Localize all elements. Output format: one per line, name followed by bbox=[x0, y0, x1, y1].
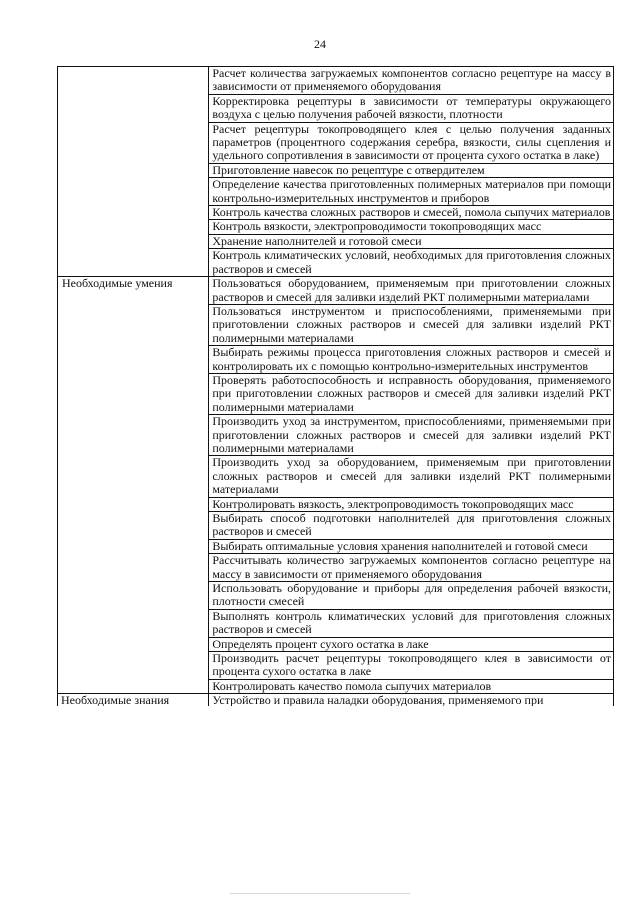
table-cell: Приготовление навесок по рецептуре с отвердителем bbox=[209, 163, 614, 177]
table-cell: Пользоваться инструментом и приспособлениями, применяемыми при приготовлении сложных растворов и смесей для заливки изделий РКТ полимерными материалами bbox=[209, 304, 614, 345]
table-cell: Использовать оборудование и приборы для определения рабочей вязкости, плотности смесей bbox=[209, 582, 614, 610]
table-cell: Устройство и правила наладки оборудования, применяемого при bbox=[209, 694, 614, 707]
table-cell: Выбирать режимы процесса приготовления сложных растворов и смесей и контролировать их с помощью контрольно-измерительных инструментов bbox=[209, 346, 614, 374]
table-cell: Производить уход за оборудованием, применяемым при приготовлении сложных растворов и смесей для заливки изделий РКТ полимерными материалами bbox=[209, 456, 614, 497]
table-cell: Рассчитывать количество загружаемых компонентов согласно рецептуре на массу в зависимости от применяемого оборудования bbox=[209, 554, 614, 582]
skills-section-label: Необходимые умения bbox=[62, 276, 173, 291]
table-cell: Корректировка рецептуры в зависимости от температуры окружающего воздуха с целью получения рабочей вязкости, плотности bbox=[209, 94, 614, 122]
table-cell: Определение качества приготовленных полимерных материалов при помощи контрольно-измерительных инструментов и приборов bbox=[209, 178, 614, 206]
table-cell: Производить расчет рецептуры токопроводящего клея в зависимости от процента сухого остатка в лаке bbox=[209, 652, 614, 680]
table-row bbox=[58, 694, 614, 707]
table-cell: Проверять работоспособность и исправность оборудования, применяемого при приготовлении сложных растворов и смесей для заливки изделий РКТ полимерными материалами bbox=[209, 373, 614, 414]
table-cell: Выбирать оптимальные условия хранения наполнителей и готовой смеси bbox=[209, 539, 614, 553]
table-cell: Выполнять контроль климатических условий для приготовления сложных растворов и смесей bbox=[209, 609, 614, 637]
table-row bbox=[58, 67, 614, 95]
continued-label-cell bbox=[58, 67, 209, 277]
scan-artifact-line bbox=[230, 893, 410, 894]
table-cell: Контроль вязкости, электропроводимости токопроводящих масс bbox=[209, 220, 614, 234]
table-row bbox=[58, 277, 614, 305]
table-cell: Расчет количества загружаемых компонентов согласно рецептуре на массу в зависимости от применяемого оборудования bbox=[209, 67, 614, 95]
table-cell: Определять процент сухого остатка в лаке bbox=[209, 637, 614, 651]
table-cell: Контролировать качество помола сыпучих материалов bbox=[209, 679, 614, 693]
table-cell: Расчет рецептуры токопроводящего клея с целью получения заданных параметров (процентного содержания серебра, вязкости, силы сцепления и удельного сопротивления в зависимости от процента сухого остатка в лаке) bbox=[209, 122, 614, 163]
table-cell: Выбирать способ подготовки наполнителей для приготовления сложных растворов и смесей bbox=[209, 512, 614, 540]
table-cell: Контроль качества сложных растворов и смесей, помола сыпучих материалов bbox=[209, 206, 614, 220]
table-cell: Контролировать вязкость, электропроводимость токопроводящих масс bbox=[209, 497, 614, 511]
table-cell: Контроль климатических условий, необходимых для приготовления сложных растворов и смесей bbox=[209, 249, 614, 277]
requirements-table bbox=[57, 66, 614, 706]
table-cell: Пользоваться оборудованием, применяемым при приготовлении сложных растворов и смесей для заливки изделий РКТ полимерными материалами bbox=[209, 277, 614, 305]
table-cell: Производить уход за инструментом, приспособлениями, применяемыми при приготовлении сложных растворов и смесей для заливки изделий РКТ полимерными материалами bbox=[209, 415, 614, 456]
skills-section-label-cell bbox=[58, 277, 209, 694]
table-cell: Хранение наполнителей и готовой смеси bbox=[209, 234, 614, 248]
knowledge-section-label: Необходимые знания bbox=[61, 694, 170, 707]
knowledge-section-label-cell bbox=[58, 694, 209, 707]
page-number: 24 bbox=[314, 37, 326, 51]
